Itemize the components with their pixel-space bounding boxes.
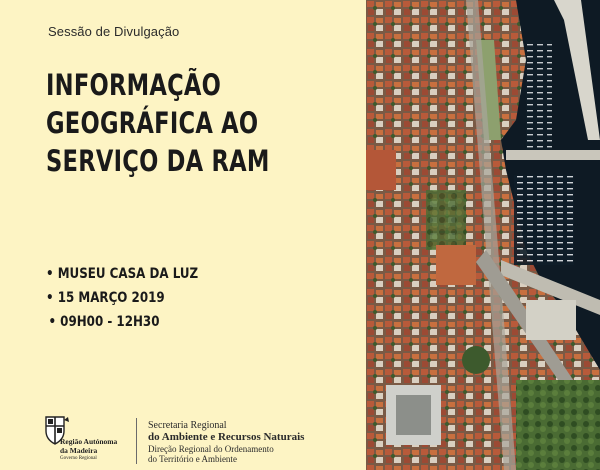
title-line-1: INFORMAÇÃO — [46, 68, 222, 102]
event-title — [46, 66, 270, 180]
region-line-2: da Madeira — [60, 445, 98, 455]
aerial-photo — [366, 0, 600, 470]
title-line-2: GEOGRÁFICA AO — [46, 106, 259, 140]
bullet: • — [46, 266, 54, 282]
bullet: • — [48, 314, 57, 330]
venue-row — [46, 262, 198, 286]
date-row — [46, 286, 198, 310]
footer-divider — [136, 418, 137, 464]
date-text: 15 MARÇO 2019 — [57, 290, 165, 306]
region-logo-text — [60, 438, 117, 464]
time-row — [46, 310, 198, 334]
region-line-3: Governo Regional — [60, 456, 97, 461]
title-line-3: SERVIÇO DA RAM — [46, 144, 270, 178]
directorate-line-2: do Território e Ambiente — [148, 454, 237, 464]
secretary-logo-text — [148, 420, 304, 464]
footer-logos — [42, 414, 342, 466]
session-label: Sessão de Divulgação — [48, 24, 180, 39]
event-details — [46, 262, 198, 334]
aerial-photo-image — [366, 0, 600, 470]
time-text: 09H00 - 12H30 — [60, 314, 160, 330]
directorate-line-1: Direção Regional do Ordenamento — [148, 444, 274, 454]
secretary-line-2: do Ambiente e Recursos Naturais — [148, 431, 305, 443]
secretary-line-1: Secretaria Regional — [148, 420, 227, 431]
bullet: • — [46, 290, 54, 306]
region-line-1: Região Autónoma — [60, 437, 118, 446]
venue-text: MUSEU CASA DA LUZ — [57, 266, 199, 282]
